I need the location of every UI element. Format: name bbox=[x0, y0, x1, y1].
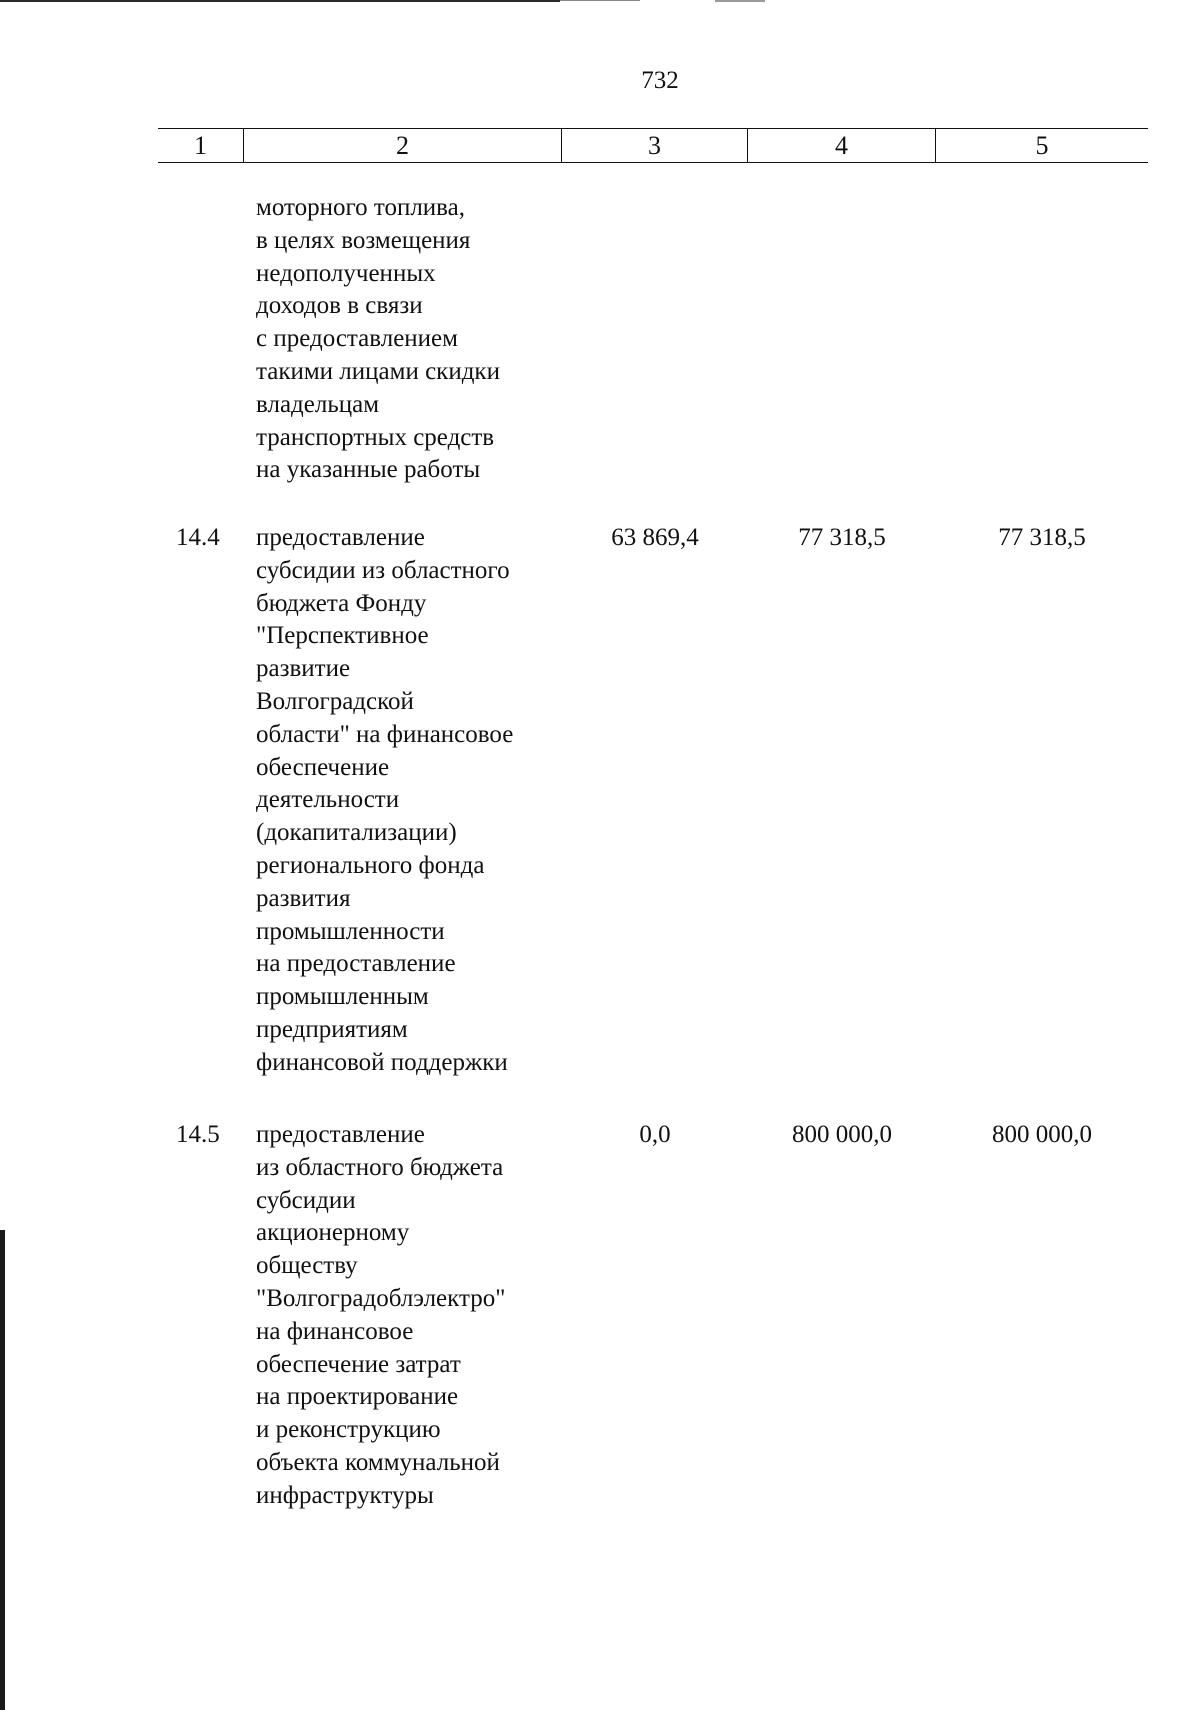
column-header-3: 3 bbox=[562, 129, 748, 162]
row-description: предоставление субсидии из областного бюджета Фонду "Перспективное развитие Волгоградской области" на финансовое обеспечение деятельности (докапитализации) регионального фонда развития промышленности на предоставление промышленным предприятиям финансовой поддержки bbox=[256, 524, 514, 1076]
row-description: предоставление из областного бюджета субсидии акционерному обществу "Волгоградоблэлектро" на финансовое обеспечение затрат на проектирование и реконструкцию объекта коммунальной инфраструктуры bbox=[256, 1121, 506, 1509]
page-number: 732 bbox=[641, 67, 679, 94]
row-value-col4: 77 318,5 bbox=[798, 524, 886, 551]
table-header bbox=[158, 128, 1148, 163]
scan-edge-top bbox=[560, 0, 640, 1]
row-value-col4: 800 000,0 bbox=[792, 1121, 892, 1148]
column-header-4: 4 bbox=[748, 129, 936, 162]
row-description: моторного топлива, в целях возмещения недополученных доходов в связи с предоставлением такими лицами скидки владельцам транспортных средств на указанные работы bbox=[256, 194, 500, 484]
scan-edge-left bbox=[0, 1230, 5, 1710]
column-header-5: 5 bbox=[1035, 131, 1049, 160]
row-value-col5: 800 000,0 bbox=[992, 1121, 1092, 1148]
row-value-col3: 63 869,4 bbox=[611, 524, 699, 551]
row-value-col3: 0,0 bbox=[639, 1121, 671, 1148]
row-number: 14.5 bbox=[176, 1121, 220, 1148]
scan-edge-top bbox=[715, 0, 765, 2]
column-header-1: 1 bbox=[158, 129, 244, 162]
column-header-2: 2 bbox=[244, 129, 562, 162]
row-number: 14.4 bbox=[176, 524, 220, 551]
scan-edge-top bbox=[0, 0, 560, 2]
row-value-col5: 77 318,5 bbox=[998, 524, 1086, 551]
